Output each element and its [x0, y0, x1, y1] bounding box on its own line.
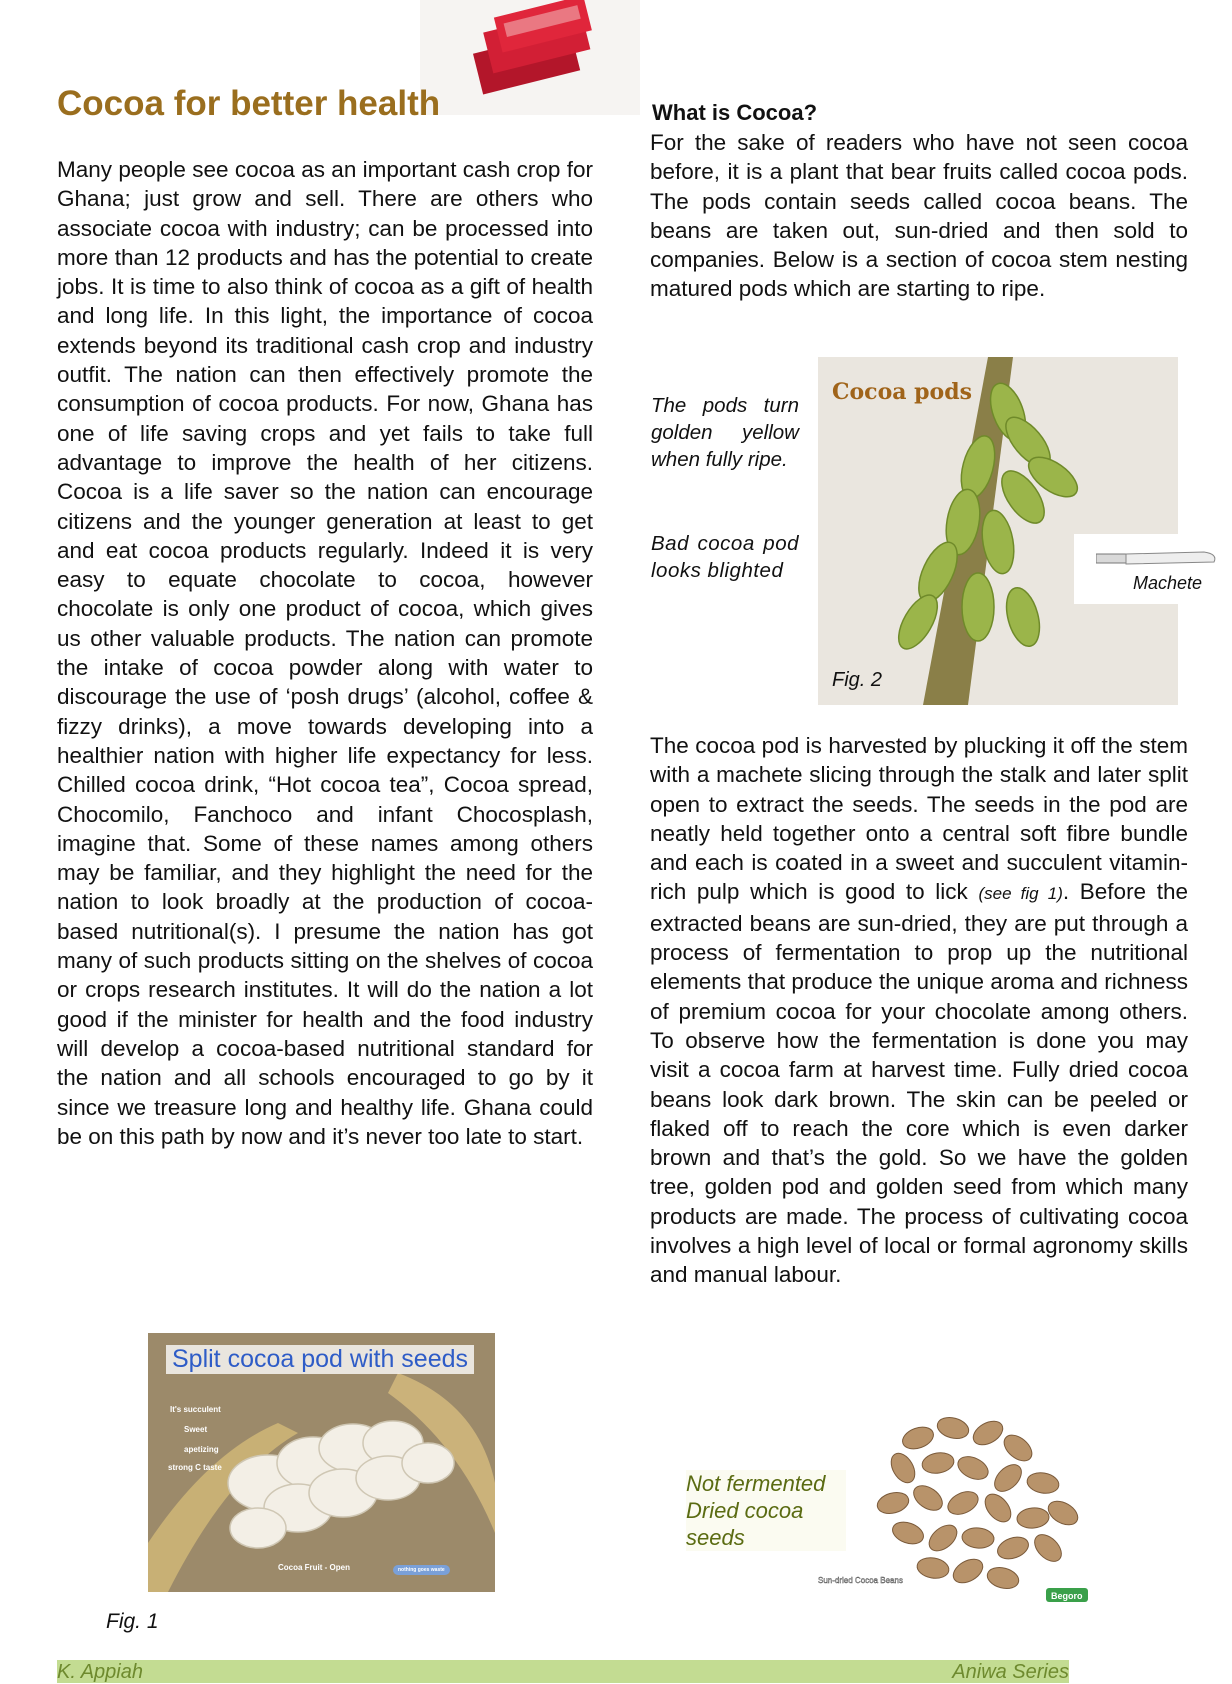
split-note-fruit-open: Cocoa Fruit - Open	[278, 1563, 350, 1572]
split-cocoa-pod-image	[148, 1333, 495, 1592]
fig2-label: Fig. 2	[832, 669, 883, 691]
page-title: Cocoa for better health	[57, 84, 441, 123]
right-column-body	[650, 731, 1188, 1290]
body-text-part2: . Before the extracted beans are sun-dried, they are put through a process of fermentation to prop up the nutritional elements that produce the unique aroma and richness of premium cocoa for your chocolate among others. To observe how the fermentation is done you may visit a cocoa farm at harvest time. Fully dried cocoa beans look dark brown. The skin can be peeled or flaked off to reach the core which is even darker brown and that’s the gold. So we have the golden tree, golden pod and golden seed from which many products are made. The process of cultivating cocoa involves a high level of local or formal agronomy skills and manual labour.	[650, 879, 1189, 1288]
cocoa-pods-image	[818, 357, 1178, 705]
split-pod-caption: Split cocoa pod with seeds	[166, 1345, 474, 1374]
footer-author: K. Appiah	[57, 1661, 143, 1683]
beans-brand-label: Begoro	[1051, 1591, 1083, 1601]
body-text-part1: The cocoa pod is harvested by plucking it off the stem with a machete slicing through the stalk and later split open to extract the seeds. The seeds in the pod are neatly held together onto a central soft fibre bundle and each is coated in a sweet and succulent vitamin-rich pulp which is good to lick	[650, 733, 1188, 905]
left-column-body: Many people see cocoa as an important cash crop for Ghana; just grow and sell. There are others who associate cocoa with industry; can be processed into more than 12 products and has the potential to create jobs. It is time to also think of cocoa as a gift of health and long life. In this light, the importance of cocoa extends beyond its traditional cash crop and industry outfit. The nation can then effectively promote the consumption of cocoa products. For now, Ghana has one of life saving crops and yet fails to take full advantage to improve the health of her citizens. Cocoa is a life saver so the nation can encourage citizens and the younger generation at least to get and eat cocoa products regularly. Indeed it is very easy to equate chocolate to cocoa, however chocolate is only one product of cocoa, which gives us other valuable products. The nation can promote the intake of cocoa powder along with water to discourage the use of ‘posh drugs’ (alcohol, coffee & fizzy drinks), a move towards developing into a healthier nation with higher life expectancy for less. Chilled cocoa drink, “Hot cocoa tea”, Cocoa spread, Chocomilo, Fanchoco and infant Chocosplash, imagine that. Some of these names among others may be familiar, and they highlight the need for the nation to look broadly at the production of cocoa-based nutritional(s). I presume the nation has got many of such products sitting on the shelves of cocoa or crops research institutes. It will do the nation a lot good if the minister for health and the food industry will develop a cocoa-based nutritional standard for the nation and all schools encouraged to go by it since we treasure long and healthy life. Ghana could be on this path by now and it’s never too late to start.	[57, 157, 593, 1149]
split-note-succulent: It's succulent	[170, 1405, 221, 1414]
cocoa-stem-illustration	[818, 357, 1178, 705]
fig1-label: Fig. 1	[106, 1610, 159, 1633]
split-note-taste: strong C taste	[168, 1463, 222, 1472]
cocoa-pods-label: Cocoa pods	[832, 379, 972, 405]
footer-series: Aniwa Series	[952, 1661, 1069, 1683]
split-note-nothing-waste: nothing goes waste	[393, 1565, 450, 1575]
footer-bar	[57, 1660, 1069, 1683]
machete-label: Machete	[1132, 573, 1202, 593]
what-is-cocoa-heading: What is Cocoa?	[652, 100, 818, 125]
machete-image	[1074, 534, 1214, 604]
fig1-reference: (see fig 1)	[978, 884, 1063, 904]
dried-cocoa-beans-image	[808, 1383, 1116, 1613]
beans-inner-label: Sun-dried Cocoa Beans	[818, 1576, 903, 1585]
right-column-intro: For the sake of readers who have not seen cocoa before, it is a plant that bear fruits called cocoa pods. The pods contain seeds called cocoa beans. The beans are taken out, sun-dried and then sold to companies. Below is a section of cocoa stem nesting matured pods which are starting to ripe.	[650, 130, 1188, 302]
beans-caption: Not fermented Dried cocoa seeds	[686, 1470, 846, 1551]
split-note-sweet: Sweet	[184, 1425, 208, 1434]
split-note-apetizing: apetizing	[184, 1445, 219, 1454]
chocolate-box-image	[420, 0, 640, 115]
note-bad-pod: Bad cocoa pod looks blighted	[651, 532, 799, 582]
note-ripe-pods: The pods turn golden yellow when fully ripe.	[651, 394, 799, 471]
